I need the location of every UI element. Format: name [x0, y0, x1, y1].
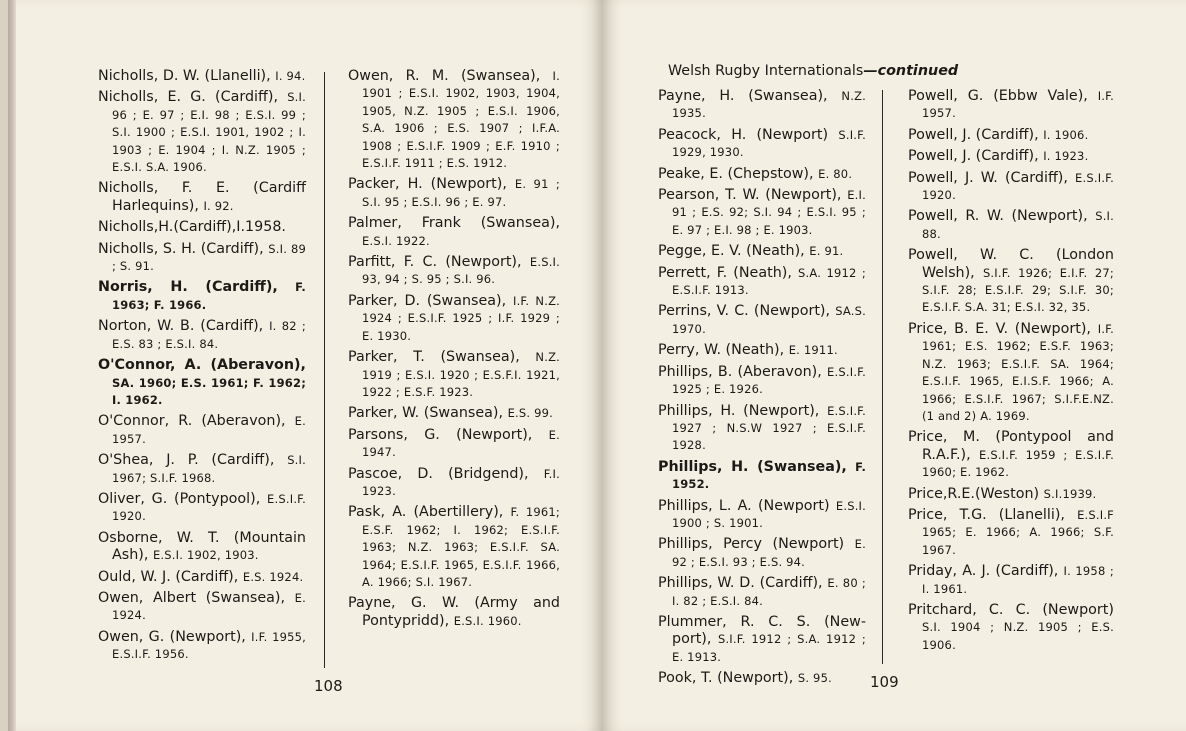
index-entry [658, 88, 866, 123]
caps-list: E. 80. [818, 166, 853, 181]
caps-list: F. 1963; F. 1966. [112, 280, 306, 312]
player-name: Peake, E. (Chepstow), [658, 165, 814, 182]
caps-list: E.S. 99. [507, 406, 553, 421]
player-name: Perrett, F. (Neath), [658, 264, 792, 281]
caps-list: S.I. 96 ; E. 97 ; E.I. 98 ; E.S.I. 99 ; S.I. 1900 ; E.S.I. 1901, 1902 ; I. 1903 ; E. 1904 ; I. N.Z. 1905 ; E.S.I. S.A. 1906. [112, 90, 306, 175]
player-name: O'Connor, R. (Aberavon), [98, 413, 286, 430]
player-name: Osborne, W. T. (Mountain Ash), [98, 529, 306, 564]
player-name: Pegge, E. V. (Neath), [658, 243, 805, 260]
right-page [602, 0, 1186, 731]
caps-list: I. 92. [203, 198, 234, 213]
column-divider [882, 90, 883, 664]
caps-list: S. 95. [797, 671, 832, 686]
player-name: Parker, D. (Swansea), [348, 292, 507, 309]
caps-list: I. 82 ; E.S. 83 ; E.S.I. 84. [112, 319, 306, 351]
player-name: Phillips, Percy (Newport) [658, 536, 845, 553]
caps-list: S.I. 88. [922, 209, 1115, 241]
caps-list: S.I. 89 ; S. 91. [112, 241, 306, 274]
player-name: Price, B. E. V. (Newport), [908, 320, 1091, 337]
index-entry [98, 89, 306, 176]
caps-list: E. 1911. [788, 343, 838, 358]
caps-list: E.S. 1924. [242, 569, 304, 584]
caps-list: I. 1923. [1043, 149, 1089, 164]
caps-list: E. 92 ; E.S.I. 93 ; E.S. 94. [672, 537, 866, 569]
player-name: Nicholls, S. H. (Cardiff), [98, 240, 264, 257]
player-name: Priday, A. J. (Cardiff), [908, 563, 1059, 580]
player-name: Plummer, R. C. S. (New-port), [658, 613, 866, 648]
caps-list: E.S.I.F 1965; E. 1966; A. 1966; S.F. 1967. [922, 507, 1115, 557]
index-entry [98, 241, 306, 276]
index-entry [98, 491, 306, 526]
right-column-1 [658, 88, 866, 692]
caps-list: E.S.I.F. 1959 ; E.S.I.F. 1960; E. 1962. [922, 447, 1115, 480]
running-head-title: Welsh Rugby Internationals [668, 63, 864, 79]
player-name: Payne, G. W. (Army and Pontypridd), [348, 595, 560, 629]
player-name: Powell, J. (Cardiff), [908, 148, 1039, 165]
player-name: Phillips, W. D. (Cardiff), [658, 575, 823, 592]
index-entry [98, 279, 306, 314]
caps-list: E. 1947. [362, 427, 560, 460]
player-name: Pask, A. (Abertillery), [348, 504, 504, 521]
index-entry [98, 318, 306, 353]
player-name: Owen, R. M. (Swansea), [348, 68, 541, 84]
right-column-2 [908, 88, 1114, 658]
caps-list: I. 1906. [1043, 127, 1089, 142]
player-name: Phillips, L. A. (Newport) [658, 497, 830, 514]
caps-list: E. 91. [809, 244, 844, 259]
caps-list: S.I.1939. [1043, 486, 1097, 501]
index-entry [348, 68, 560, 172]
player-name: Parfitt, F. C. (Newport), [348, 254, 522, 271]
index-entry [908, 170, 1114, 205]
book-page-edge [8, 0, 16, 731]
caps-list: E.S.I. 1960. [453, 613, 522, 628]
left-column-2 [348, 68, 560, 634]
index-entry [908, 127, 1114, 144]
index-entry [908, 247, 1114, 317]
caps-list: I.F. 1955, E.S.I.F. 1956. [112, 629, 307, 662]
index-entry [658, 459, 866, 494]
player-name: Peacock, H. (Newport) [658, 126, 829, 143]
player-name: Powell, G. (Ebbw Vale), [908, 88, 1088, 104]
caps-list: E.S.I. 1922. [362, 233, 430, 248]
index-entry [98, 629, 306, 664]
index-entry [908, 602, 1114, 654]
caps-list: E.S.I.F. 1920. [112, 491, 306, 524]
index-entry [98, 219, 306, 236]
player-name: Perry, W. (Neath), [658, 342, 785, 359]
index-entry [658, 575, 866, 610]
player-name: Pook, T. (Newport), [658, 670, 794, 687]
caps-list: E. 1924. [112, 590, 306, 623]
caps-list: E.S.I.F. 1925 ; E. 1926. [672, 364, 866, 397]
running-head-continued: —continued [863, 63, 959, 79]
index-entry [348, 427, 560, 462]
index-entry [348, 176, 560, 211]
index-entry [98, 569, 306, 586]
player-name: Pascoe, D. (Bridgend), [348, 465, 529, 482]
caps-list: E.S.I. 93, 94 ; S. 95 ; S.I. 96. [362, 255, 560, 287]
caps-list: S.I.F. 1912 ; S.A. 1912 ; E. 1913. [672, 632, 867, 664]
column-divider [324, 72, 325, 668]
player-name: Pearson, T. W. (Newport), [658, 187, 842, 204]
index-entry [98, 413, 306, 448]
index-entry [658, 243, 866, 260]
player-name: Norris, H. (Cardiff), [98, 279, 278, 296]
index-entry [348, 466, 560, 501]
caps-list: F. 1961; E.S.F. 1962; I. 1962; E.S.I.F. 1963; N.Z. 1963; E.S.I.F. SA. 1964; E.S.I.F. 1965, E.S.I.F. 1966, A. 1966; S.I. 1967. [362, 505, 560, 589]
player-name: Price,R.E.(Weston) [908, 485, 1040, 502]
index-entry [348, 595, 560, 630]
index-entry [98, 357, 306, 409]
caps-list: E. 80 ; I. 82 ; E.S.I. 84. [672, 576, 867, 608]
caps-list: S.I.F. 1929, 1930. [672, 127, 866, 160]
player-name: Powell, J. W. (Cardiff), [908, 169, 1068, 186]
player-name: Oliver, G. (Pontypool), [98, 490, 261, 507]
player-name: Price, T.G. (Llanelli), [908, 506, 1065, 523]
index-entry [658, 403, 866, 455]
index-entry [98, 452, 306, 487]
index-entry [908, 208, 1114, 243]
player-name: O'Connor, A. (Aberavon), [98, 357, 306, 374]
index-entry [658, 364, 866, 399]
player-name: Palmer, Frank (Swansea), [348, 215, 560, 232]
caps-list: E.I. 91 ; E.S. 92; S.I. 94 ; E.S.I. 95 ; E. 97 ; E.I. 98 ; E. 1903. [672, 188, 866, 237]
caps-list: S.I.F. 1926; E.I.F. 27; S.I.F. 28; E.S.I.F. 29; S.I.F. 30; E.S.I.F. S.A. 31; E.S.I. 32, 35. [922, 265, 1114, 315]
caps-list: E.S.I.F. 1927 ; N.S.W 1927 ; E.S.I.F. 1928. [672, 403, 867, 453]
player-name: Parker, T. (Swansea), [348, 349, 520, 366]
index-entry [98, 180, 306, 215]
index-entry [908, 321, 1114, 425]
caps-list: E. 91 ; S.I. 95 ; E.S.I. 96 ; E. 97. [362, 177, 561, 209]
player-name: Nicholls, D. W. (Llanelli), [98, 68, 271, 84]
running-head [668, 63, 958, 79]
player-name: Norton, W. B. (Cardiff), [98, 318, 264, 335]
index-entry [908, 88, 1114, 123]
player-name: Packer, H. (Newport), [348, 176, 507, 193]
index-entry [658, 127, 866, 162]
left-column-1 [98, 68, 306, 668]
caps-list: S.I. 1967; S.I.F. 1968. [112, 453, 306, 485]
index-entry [348, 215, 560, 250]
player-name: Powell, W. C. (London Welsh), [908, 247, 1114, 281]
player-name: Parker, W. (Swansea), [348, 405, 504, 422]
player-name: Owen, Albert (Swansea), [98, 589, 286, 606]
player-name: Owen, G. (Newport), [98, 628, 246, 645]
caps-list: I. 1901 ; E.S.I. 1902, 1903, 1904, 1905, N.Z. 1905 ; E.S.I. 1906, S.A. 1906 ; E.S. 1907 ; I.F.A. 1908 ; E.S.I.F. 1909 ; E.F. 1910 ; E.S.I.F. 1911 ; E.S. 1912. [362, 69, 560, 171]
caps-list: I.F. 1957. [922, 89, 1114, 121]
caps-list: I. 1958 ; I. 1961. [922, 564, 1114, 596]
page-number: 109 [870, 673, 899, 691]
caps-list: S.I. 1904 ; N.Z. 1905 ; E.S. 1906. [922, 620, 1114, 652]
player-name: Powell, R. W. (Newport), [908, 208, 1088, 225]
caps-list: I.F. N.Z. 1924 ; E.S.I.F. 1925 ; I.F. 1929 ; E. 1930. [362, 293, 560, 343]
index-entry [658, 187, 866, 239]
index-entry [348, 254, 560, 289]
player-name: Nicholls, F. E. (Cardiff Harlequins), [98, 180, 306, 214]
index-entry [908, 148, 1114, 165]
caps-list: E.S.I. 1902, 1903. [152, 548, 259, 563]
index-entry [908, 486, 1114, 503]
player-name: Nicholls,H.(Cardiff),I.1958. [98, 219, 286, 236]
caps-list: I. 94. [275, 69, 306, 83]
player-name: Pritchard, C. C. (Newport) [908, 601, 1114, 618]
player-name: Payne, H. (Swansea), [658, 88, 828, 104]
index-entry [908, 507, 1114, 559]
index-entry [658, 498, 866, 533]
index-entry [658, 303, 866, 338]
caps-list: S.A. 1912 ; E.S.I.F. 1913. [672, 265, 866, 298]
caps-list: E. 1957. [112, 414, 306, 446]
caps-list: F. 1952. [672, 459, 867, 492]
index-entry [98, 590, 306, 625]
index-entry [98, 68, 306, 85]
caps-list: F.I. 1923. [362, 466, 560, 498]
index-entry [658, 265, 866, 300]
left-page [8, 0, 602, 731]
index-entry [348, 405, 560, 422]
index-entry [658, 536, 866, 571]
player-name: Ould, W. J. (Cardiff), [98, 568, 239, 585]
index-entry [348, 504, 560, 591]
index-entry [908, 563, 1114, 598]
index-entry [658, 614, 866, 666]
player-name: O'Shea, J. P. (Cardiff), [98, 452, 275, 469]
player-name: Price, M. (Pontypool and R.A.F.), [908, 429, 1114, 463]
index-entry [348, 349, 560, 401]
player-name: Phillips, H. (Swansea), [658, 458, 847, 475]
caps-list: SA. 1960; E.S. 1961; F. 1962; I. 1962. [112, 375, 306, 407]
player-name: Perrins, V. C. (Newport), [658, 303, 831, 320]
caps-list: I.F. 1961; E.S. 1962; E.S.F. 1963; N.Z. 1963; E.S.I.F. SA. 1964; E.S.I.F. 1965, E.I.S.F. 1966; A. 1966; E.S.I.F. 1967; S.I.F.E.NZ. (1 and 2) A. 1969. [922, 321, 1115, 423]
caps-list: N.Z. 1935. [672, 89, 866, 121]
index-entry [658, 670, 866, 687]
player-name: Phillips, H. (Newport), [658, 402, 820, 419]
player-name: Nicholls, E. G. (Cardiff), [98, 89, 278, 106]
player-name: Powell, J. (Cardiff), [908, 126, 1039, 143]
caps-list: E.S.I.F. 1920. [922, 170, 1114, 203]
caps-list: E.S.I. 1900 ; S. 1901. [672, 498, 866, 530]
player-name: Phillips, B. (Aberavon), [658, 363, 822, 380]
index-entry [658, 166, 866, 183]
index-entry [98, 530, 306, 565]
index-entry [908, 429, 1114, 481]
index-entry [348, 293, 560, 345]
index-entry [658, 342, 866, 359]
caps-list: N.Z. 1919 ; E.S.I. 1920 ; E.S.F.I. 1921, 1922 ; E.S.F. 1923. [362, 350, 560, 399]
player-name: Parsons, G. (Newport), [348, 426, 533, 443]
page-number: 108 [314, 677, 343, 695]
caps-list: SA.S. 1970. [672, 304, 866, 336]
